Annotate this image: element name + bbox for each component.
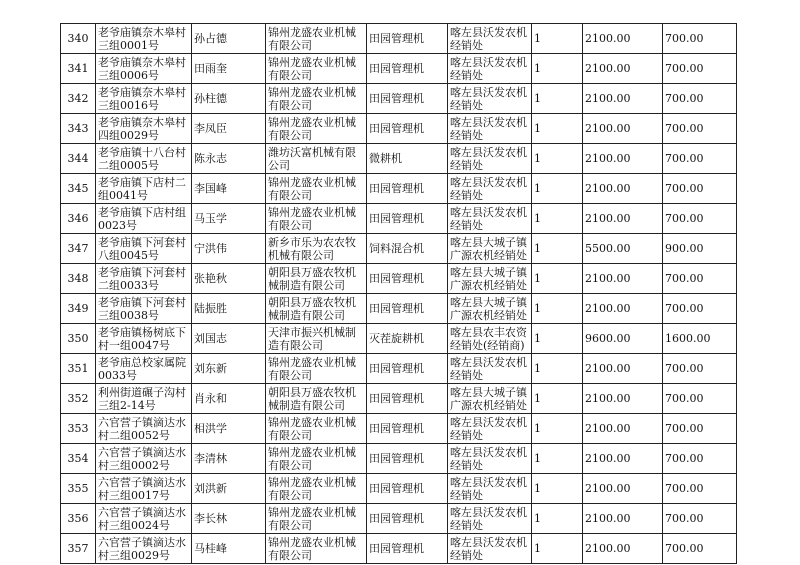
price-cell: 2100.00 <box>583 294 663 324</box>
subsidy-cell: 700.00 <box>663 444 737 474</box>
row-number-cell: 353 <box>61 414 96 444</box>
manufacturer-cell: 锦州龙盛农业机械有限公司 <box>266 534 367 564</box>
subsidy-cell: 700.00 <box>663 294 737 324</box>
dealer-cell: 喀左县沃发农机经销处 <box>448 144 532 174</box>
address-cell: 老爷庙镇下河套村八组0045号 <box>96 234 192 264</box>
machine-type-cell: 田园管理机 <box>367 54 448 84</box>
machine-type-cell: 田园管理机 <box>367 474 448 504</box>
row-number-cell: 346 <box>61 204 96 234</box>
dealer-cell: 喀左县大城子镇广源农机经销处 <box>448 384 532 414</box>
row-number-cell: 344 <box>61 144 96 174</box>
machine-type-cell: 田园管理机 <box>367 384 448 414</box>
subsidy-cell: 700.00 <box>663 384 737 414</box>
table-row <box>61 114 737 144</box>
machine-type-cell: 田园管理机 <box>367 24 448 54</box>
quantity-cell: 1 <box>532 144 583 174</box>
row-number-cell: 354 <box>61 444 96 474</box>
table-row <box>61 294 737 324</box>
subsidy-cell: 1600.00 <box>663 324 737 354</box>
manufacturer-cell: 天津市振兴机械制造有限公司 <box>266 324 367 354</box>
machine-type-cell: 饲料混合机 <box>367 234 448 264</box>
dealer-cell: 喀左县沃发农机经销处 <box>448 354 532 384</box>
owner-name-cell: 马玉学 <box>192 204 266 234</box>
machine-type-cell: 田园管理机 <box>367 84 448 114</box>
price-cell: 2100.00 <box>583 144 663 174</box>
dealer-cell: 喀左县沃发农机经销处 <box>448 24 532 54</box>
price-cell: 2100.00 <box>583 54 663 84</box>
row-number-cell: 357 <box>61 534 96 564</box>
address-cell: 老爷庙镇十八台村二组0005号 <box>96 144 192 174</box>
table-row <box>61 504 737 534</box>
table-row <box>61 234 737 264</box>
address-cell: 六官营子镇滴达水村三组0002号 <box>96 444 192 474</box>
manufacturer-cell: 朝阳县万盛农牧机械制造有限公司 <box>266 384 367 414</box>
address-cell: 老爷庙镇奈木皋村三组0006号 <box>96 54 192 84</box>
subsidy-cell: 700.00 <box>663 54 737 84</box>
manufacturer-cell: 锦州龙盛农业机械有限公司 <box>266 504 367 534</box>
manufacturer-cell: 锦州龙盛农业机械有限公司 <box>266 354 367 384</box>
dealer-cell: 喀左县农丰农资经销处(经销商) <box>448 324 532 354</box>
machine-type-cell: 田园管理机 <box>367 504 448 534</box>
owner-name-cell: 李凤臣 <box>192 114 266 144</box>
dealer-cell: 喀左县沃发农机经销处 <box>448 474 532 504</box>
table-body <box>61 24 737 564</box>
owner-name-cell: 孙占德 <box>192 24 266 54</box>
subsidy-cell: 700.00 <box>663 114 737 144</box>
quantity-cell: 1 <box>532 84 583 114</box>
machine-type-cell: 微耕机 <box>367 144 448 174</box>
manufacturer-cell: 锦州龙盛农业机械有限公司 <box>266 204 367 234</box>
address-cell: 老爷庙镇奈木皋村四组0029号 <box>96 114 192 144</box>
address-cell: 老爷庙镇奈木皋村三组0001号 <box>96 24 192 54</box>
manufacturer-cell: 新乡市乐为农农牧机械有限公司 <box>266 234 367 264</box>
table-row <box>61 414 737 444</box>
row-number-cell: 349 <box>61 294 96 324</box>
table-row <box>61 84 737 114</box>
price-cell: 2100.00 <box>583 504 663 534</box>
address-cell: 老爷庙总校家属院0033号 <box>96 354 192 384</box>
address-cell: 老爷庙镇奈木皋村三组0016号 <box>96 84 192 114</box>
dealer-cell: 喀左县沃发农机经销处 <box>448 204 532 234</box>
owner-name-cell: 李国峰 <box>192 174 266 204</box>
manufacturer-cell: 锦州龙盛农业机械有限公司 <box>266 24 367 54</box>
owner-name-cell: 马桂峰 <box>192 534 266 564</box>
manufacturer-cell: 锦州龙盛农业机械有限公司 <box>266 84 367 114</box>
manufacturer-cell: 潍坊沃富机械有限公司 <box>266 144 367 174</box>
address-cell: 老爷庙镇杨树底下村一组0047号 <box>96 324 192 354</box>
table-row <box>61 174 737 204</box>
owner-name-cell: 刘国志 <box>192 324 266 354</box>
dealer-cell: 喀左县大城子镇广源农机经销处 <box>448 234 532 264</box>
machine-type-cell: 田园管理机 <box>367 204 448 234</box>
address-cell: 老爷庙镇下店村组0023号 <box>96 204 192 234</box>
quantity-cell: 1 <box>532 294 583 324</box>
dealer-cell: 喀左县沃发农机经销处 <box>448 504 532 534</box>
row-number-cell: 355 <box>61 474 96 504</box>
price-cell: 2100.00 <box>583 264 663 294</box>
subsidy-cell: 700.00 <box>663 264 737 294</box>
row-number-cell: 340 <box>61 24 96 54</box>
price-cell: 9600.00 <box>583 324 663 354</box>
dealer-cell: 喀左县沃发农机经销处 <box>448 414 532 444</box>
owner-name-cell: 孙柱德 <box>192 84 266 114</box>
owner-name-cell: 李长林 <box>192 504 266 534</box>
quantity-cell: 1 <box>532 414 583 444</box>
quantity-cell: 1 <box>532 234 583 264</box>
dealer-cell: 喀左县沃发农机经销处 <box>448 84 532 114</box>
dealer-cell: 喀左县大城子镇广源农机经销处 <box>448 264 532 294</box>
subsidy-cell: 900.00 <box>663 234 737 264</box>
subsidy-table <box>60 23 737 564</box>
machine-type-cell: 田园管理机 <box>367 444 448 474</box>
manufacturer-cell: 锦州龙盛农业机械有限公司 <box>266 474 367 504</box>
machine-type-cell: 田园管理机 <box>367 174 448 204</box>
manufacturer-cell: 锦州龙盛农业机械有限公司 <box>266 414 367 444</box>
price-cell: 2100.00 <box>583 24 663 54</box>
machine-type-cell: 田园管理机 <box>367 414 448 444</box>
subsidy-cell: 700.00 <box>663 24 737 54</box>
machine-type-cell: 田园管理机 <box>367 294 448 324</box>
dealer-cell: 喀左县沃发农机经销处 <box>448 534 532 564</box>
price-cell: 2100.00 <box>583 534 663 564</box>
quantity-cell: 1 <box>532 534 583 564</box>
address-cell: 六官营子镇滴达水村三组0029号 <box>96 534 192 564</box>
machine-type-cell: 田园管理机 <box>367 264 448 294</box>
dealer-cell: 喀左县大城子镇广源农机经销处 <box>448 294 532 324</box>
table-row <box>61 444 737 474</box>
quantity-cell: 1 <box>532 384 583 414</box>
dealer-cell: 喀左县沃发农机经销处 <box>448 444 532 474</box>
quantity-cell: 1 <box>532 324 583 354</box>
quantity-cell: 1 <box>532 504 583 534</box>
owner-name-cell: 宁洪伟 <box>192 234 266 264</box>
quantity-cell: 1 <box>532 354 583 384</box>
price-cell: 2100.00 <box>583 354 663 384</box>
subsidy-cell: 700.00 <box>663 204 737 234</box>
subsidy-cell: 700.00 <box>663 144 737 174</box>
table-row <box>61 384 737 414</box>
manufacturer-cell: 锦州龙盛农业机械有限公司 <box>266 114 367 144</box>
quantity-cell: 1 <box>532 444 583 474</box>
subsidy-cell: 700.00 <box>663 354 737 384</box>
table-row <box>61 204 737 234</box>
subsidy-cell: 700.00 <box>663 84 737 114</box>
row-number-cell: 347 <box>61 234 96 264</box>
price-cell: 2100.00 <box>583 444 663 474</box>
price-cell: 5500.00 <box>583 234 663 264</box>
row-number-cell: 345 <box>61 174 96 204</box>
owner-name-cell: 刘洪新 <box>192 474 266 504</box>
row-number-cell: 351 <box>61 354 96 384</box>
price-cell: 2100.00 <box>583 414 663 444</box>
owner-name-cell: 李清林 <box>192 444 266 474</box>
table-row <box>61 354 737 384</box>
machine-type-cell: 田园管理机 <box>367 534 448 564</box>
dealer-cell: 喀左县沃发农机经销处 <box>448 54 532 84</box>
address-cell: 六官营子镇滴达水村二组0052号 <box>96 414 192 444</box>
owner-name-cell: 张艳秋 <box>192 264 266 294</box>
manufacturer-cell: 朝阳县万盛农牧机械制造有限公司 <box>266 294 367 324</box>
manufacturer-cell: 朝阳县万盛农牧机械制造有限公司 <box>266 264 367 294</box>
row-number-cell: 341 <box>61 54 96 84</box>
subsidy-cell: 700.00 <box>663 504 737 534</box>
address-cell: 老爷庙镇下店村二组0041号 <box>96 174 192 204</box>
owner-name-cell: 田雨奎 <box>192 54 266 84</box>
dealer-cell: 喀左县沃发农机经销处 <box>448 114 532 144</box>
row-number-cell: 356 <box>61 504 96 534</box>
price-cell: 2100.00 <box>583 174 663 204</box>
dealer-cell: 喀左县沃发农机经销处 <box>448 174 532 204</box>
price-cell: 2100.00 <box>583 384 663 414</box>
quantity-cell: 1 <box>532 204 583 234</box>
table-row <box>61 24 737 54</box>
subsidy-cell: 700.00 <box>663 474 737 504</box>
table-row <box>61 474 737 504</box>
quantity-cell: 1 <box>532 114 583 144</box>
row-number-cell: 343 <box>61 114 96 144</box>
owner-name-cell: 陈永志 <box>192 144 266 174</box>
row-number-cell: 352 <box>61 384 96 414</box>
price-cell: 2100.00 <box>583 114 663 144</box>
quantity-cell: 1 <box>532 264 583 294</box>
quantity-cell: 1 <box>532 174 583 204</box>
table-row <box>61 324 737 354</box>
table-row <box>61 534 737 564</box>
manufacturer-cell: 锦州龙盛农业机械有限公司 <box>266 54 367 84</box>
subsidy-cell: 700.00 <box>663 534 737 564</box>
machine-type-cell: 灭茬旋耕机 <box>367 324 448 354</box>
owner-name-cell: 肖永和 <box>192 384 266 414</box>
price-cell: 2100.00 <box>583 204 663 234</box>
address-cell: 六官营子镇滴达水村三组0024号 <box>96 504 192 534</box>
address-cell: 老爷庙镇下河套村二组0033号 <box>96 264 192 294</box>
table-row <box>61 54 737 84</box>
owner-name-cell: 陆振胜 <box>192 294 266 324</box>
owner-name-cell: 刘东新 <box>192 354 266 384</box>
price-cell: 2100.00 <box>583 474 663 504</box>
owner-name-cell: 相洪学 <box>192 414 266 444</box>
address-cell: 六官营子镇滴达水村三组0017号 <box>96 474 192 504</box>
machine-type-cell: 田园管理机 <box>367 114 448 144</box>
manufacturer-cell: 锦州龙盛农业机械有限公司 <box>266 174 367 204</box>
quantity-cell: 1 <box>532 54 583 84</box>
address-cell: 老爷庙镇下河套村三组0038号 <box>96 294 192 324</box>
row-number-cell: 342 <box>61 84 96 114</box>
table-row <box>61 264 737 294</box>
row-number-cell: 350 <box>61 324 96 354</box>
price-cell: 2100.00 <box>583 84 663 114</box>
quantity-cell: 1 <box>532 24 583 54</box>
manufacturer-cell: 锦州龙盛农业机械有限公司 <box>266 444 367 474</box>
machine-type-cell: 田园管理机 <box>367 354 448 384</box>
subsidy-cell: 700.00 <box>663 174 737 204</box>
subsidy-cell: 700.00 <box>663 414 737 444</box>
quantity-cell: 1 <box>532 474 583 504</box>
table-row <box>61 144 737 174</box>
row-number-cell: 348 <box>61 264 96 294</box>
address-cell: 利州街道碾子沟村三组2-14号 <box>96 384 192 414</box>
